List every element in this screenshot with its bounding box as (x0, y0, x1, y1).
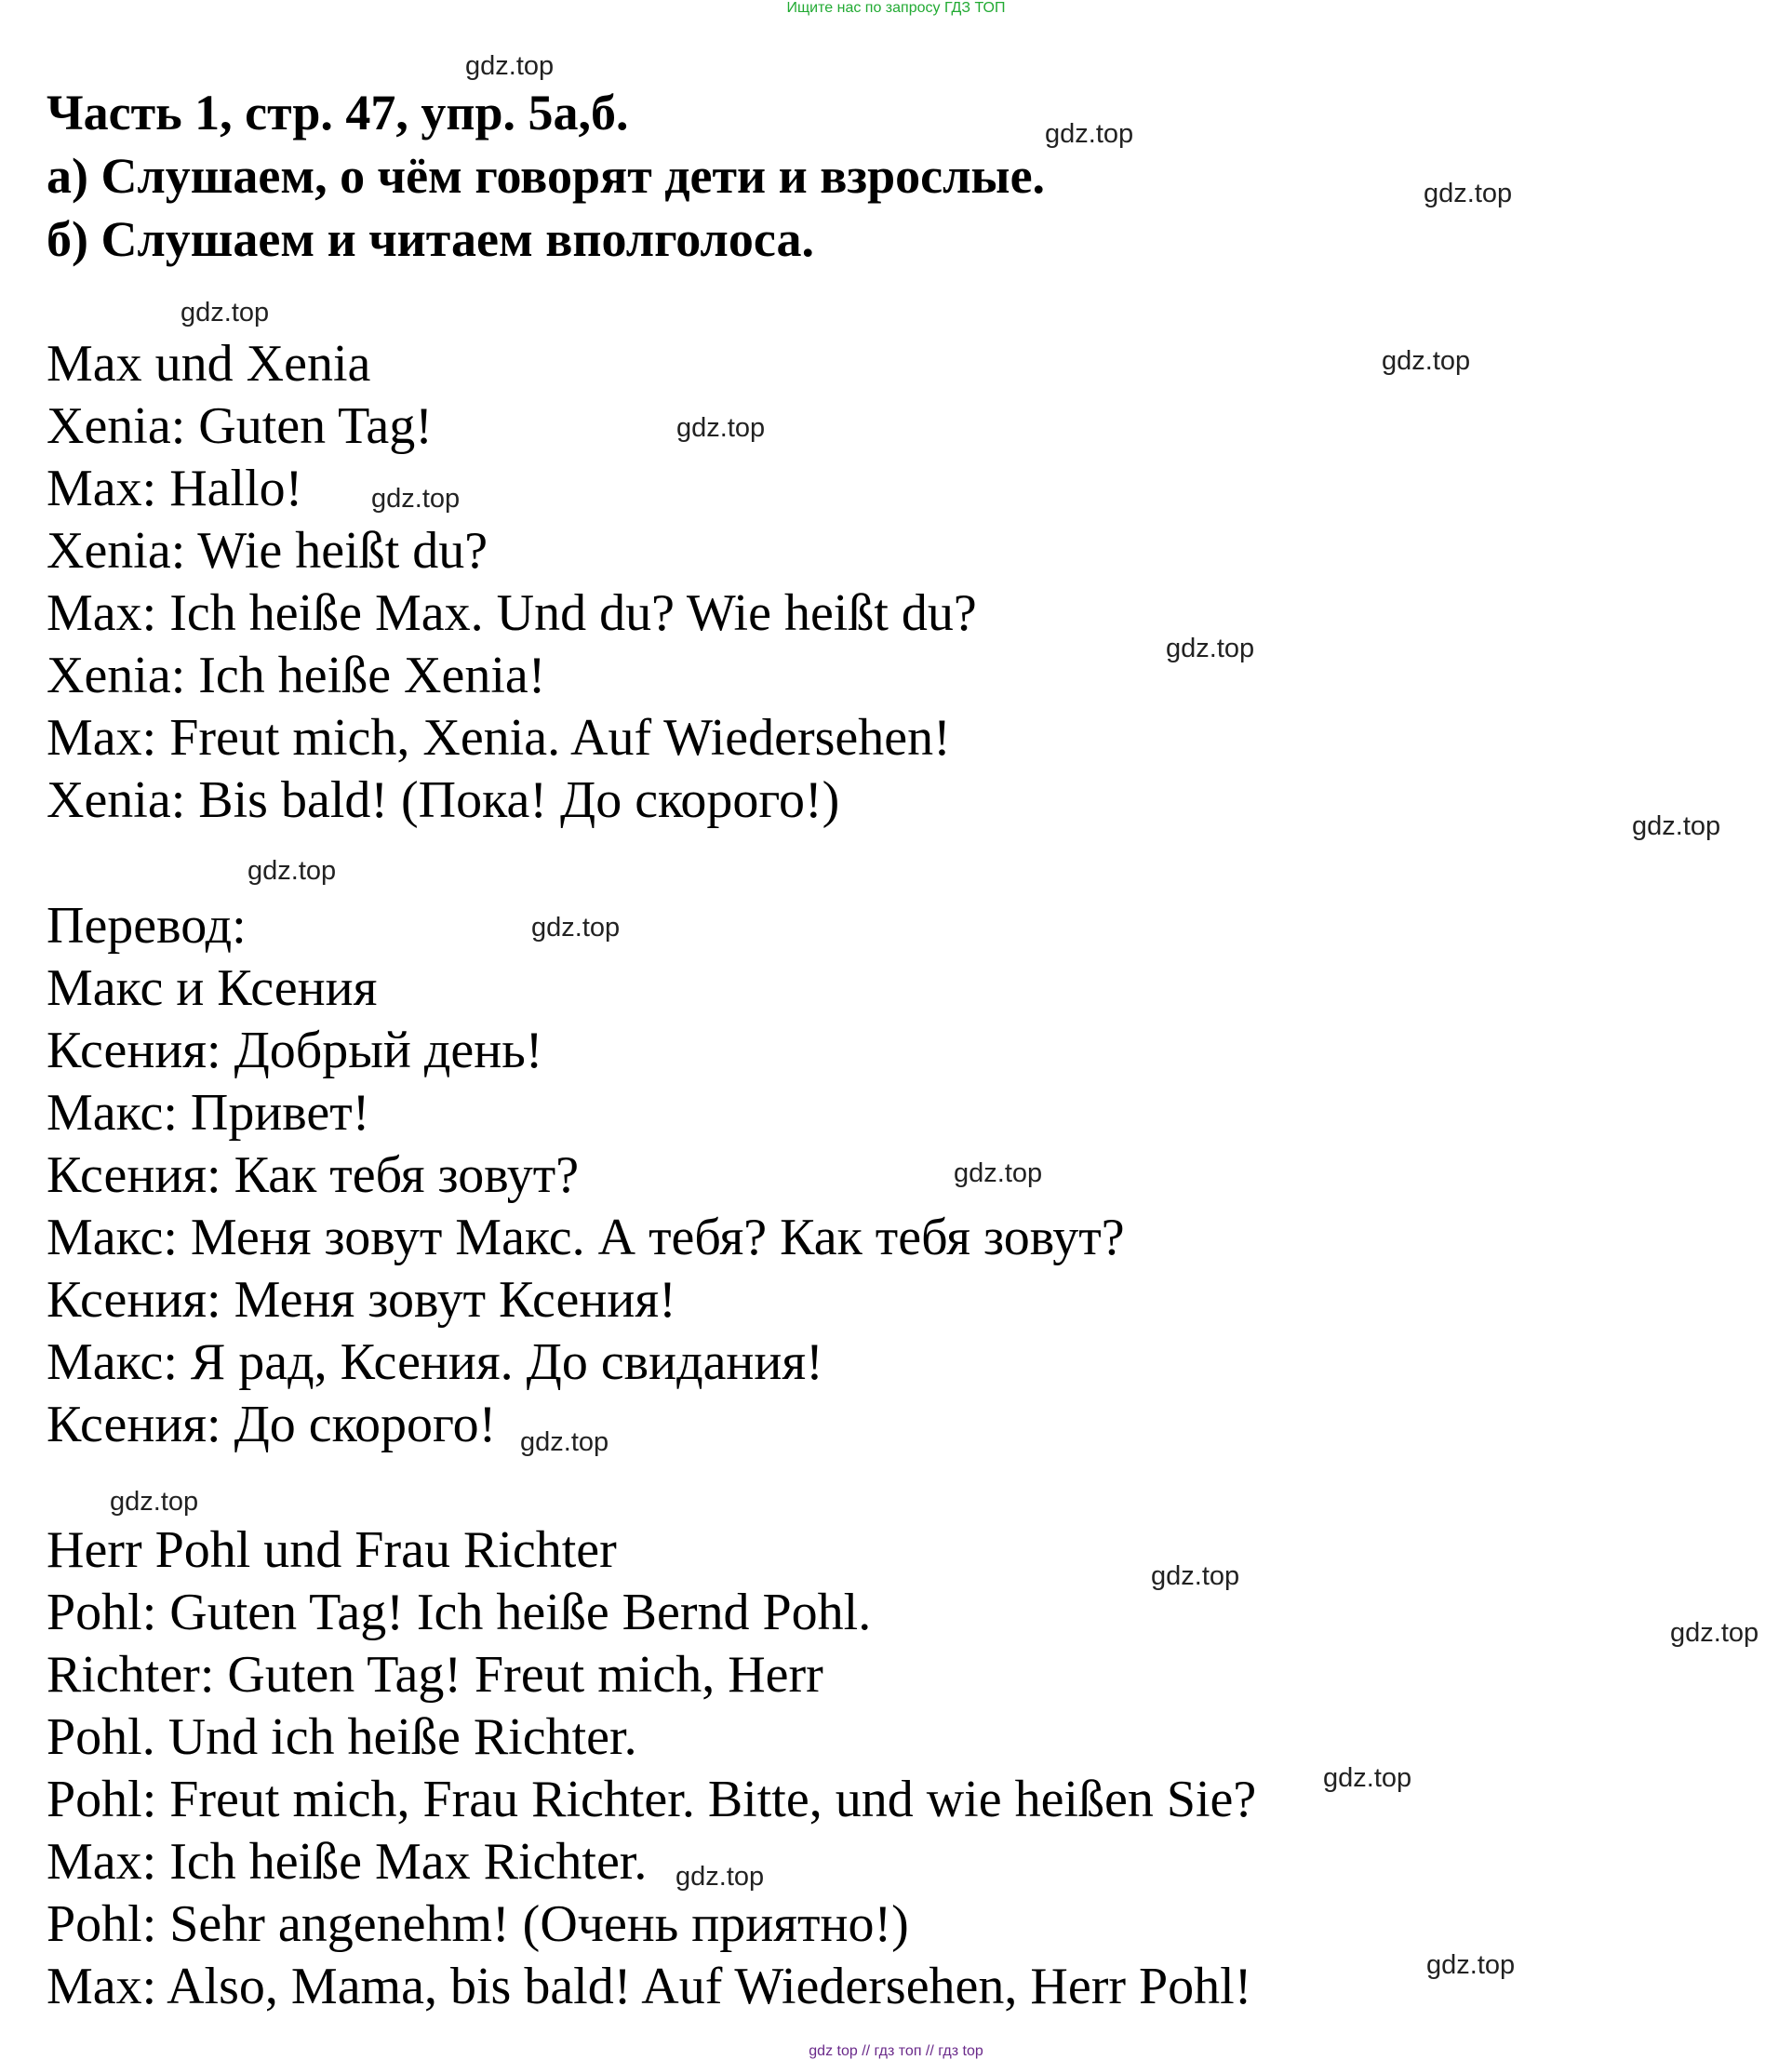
top-banner[interactable]: Ищите нас по запросу ГДЗ ТОП (786, 0, 1006, 16)
dialogue2-line: Richter: Guten Tag! Freut mich, Herr (47, 1646, 823, 1704)
translation-line: Макс: Меня зовут Макс. А тебя? Как тебя зовут? (47, 1209, 1125, 1266)
dialogue1-line: Xenia: Ich heiße Xenia! (47, 647, 546, 704)
watermark: gdz.top (1670, 1618, 1759, 1648)
dialogue2-title: Herr Pohl und Frau Richter (47, 1521, 617, 1579)
watermark: gdz.top (371, 484, 461, 514)
dialogue2-line: Max: Also, Mama, bis bald! Auf Wiedersehen, Herr Pohl! (47, 1958, 1252, 2015)
translation-line: Ксения: До скорого! (47, 1396, 497, 1453)
dialogue2-line: Pohl: Guten Tag! Ich heiße Bernd Pohl. (47, 1584, 872, 1641)
dialogue2-line: Pohl: Sehr angenehm! (Очень приятно!) (47, 1895, 909, 1953)
watermark: gdz.top (110, 1487, 199, 1517)
translation-line: Ксения: Добрый день! (47, 1022, 543, 1079)
dialogue2-line: Pohl. Und ich heiße Richter. (47, 1708, 637, 1766)
watermark: gdz.top (531, 913, 621, 943)
watermark: gdz.top (1426, 1950, 1516, 1980)
watermark: gdz.top (676, 413, 766, 443)
watermark: gdz.top (181, 298, 270, 328)
watermark: gdz.top (954, 1158, 1043, 1188)
translation-label: Перевод: (47, 897, 247, 955)
watermark: gdz.top (675, 1862, 765, 1892)
watermark: gdz.top (465, 51, 555, 81)
dialogue1-title: Max und Xenia (47, 335, 371, 393)
translation-line: Макс: Привет! (47, 1084, 370, 1142)
task-a: а) Слушаем, о чём говорят дети и взрослые. (47, 148, 1046, 204)
dialogue2-line: Pohl: Freut mich, Frau Richter. Bitte, und wie heißen Sie? (47, 1771, 1257, 1828)
exercise-title: Часть 1, стр. 47, упр. 5а,б. (47, 85, 629, 140)
dialogue2-line: Max: Ich heiße Max Richter. (47, 1833, 648, 1891)
bottom-banner[interactable]: gdz top // гдз топ // гдз top (809, 2043, 983, 2059)
translation-line: Ксения: Меня зовут Ксения! (47, 1271, 676, 1329)
watermark: gdz.top (1382, 346, 1471, 376)
translation-line: Ксения: Как тебя зовут? (47, 1146, 580, 1204)
watermark: gdz.top (1424, 179, 1513, 208)
watermark: gdz.top (247, 856, 337, 886)
dialogue1-line: Max: Ich heiße Max. Und du? Wie heißt du? (47, 584, 977, 642)
translation-line: Макс и Ксения (47, 959, 378, 1017)
dialogue1-line: Xenia: Bis bald! (Пока! До скорого!) (47, 771, 840, 829)
dialogue1-line: Xenia: Guten Tag! (47, 397, 433, 455)
task-b: б) Слушаем и читаем вполголоса. (47, 211, 814, 267)
dialogue1-line: Max: Freut mich, Xenia. Auf Wiedersehen! (47, 709, 951, 767)
dialogue1-line: Xenia: Wie heißt du? (47, 522, 488, 580)
watermark: gdz.top (1632, 811, 1721, 841)
watermark: gdz.top (1045, 119, 1134, 149)
watermark: gdz.top (1166, 634, 1255, 663)
watermark: gdz.top (1323, 1763, 1412, 1793)
watermark: gdz.top (520, 1427, 609, 1457)
watermark: gdz.top (1151, 1561, 1240, 1591)
translation-line: Макс: Я рад, Ксения. До свидания! (47, 1333, 823, 1391)
dialogue1-line: Max: Hallo! (47, 460, 303, 517)
